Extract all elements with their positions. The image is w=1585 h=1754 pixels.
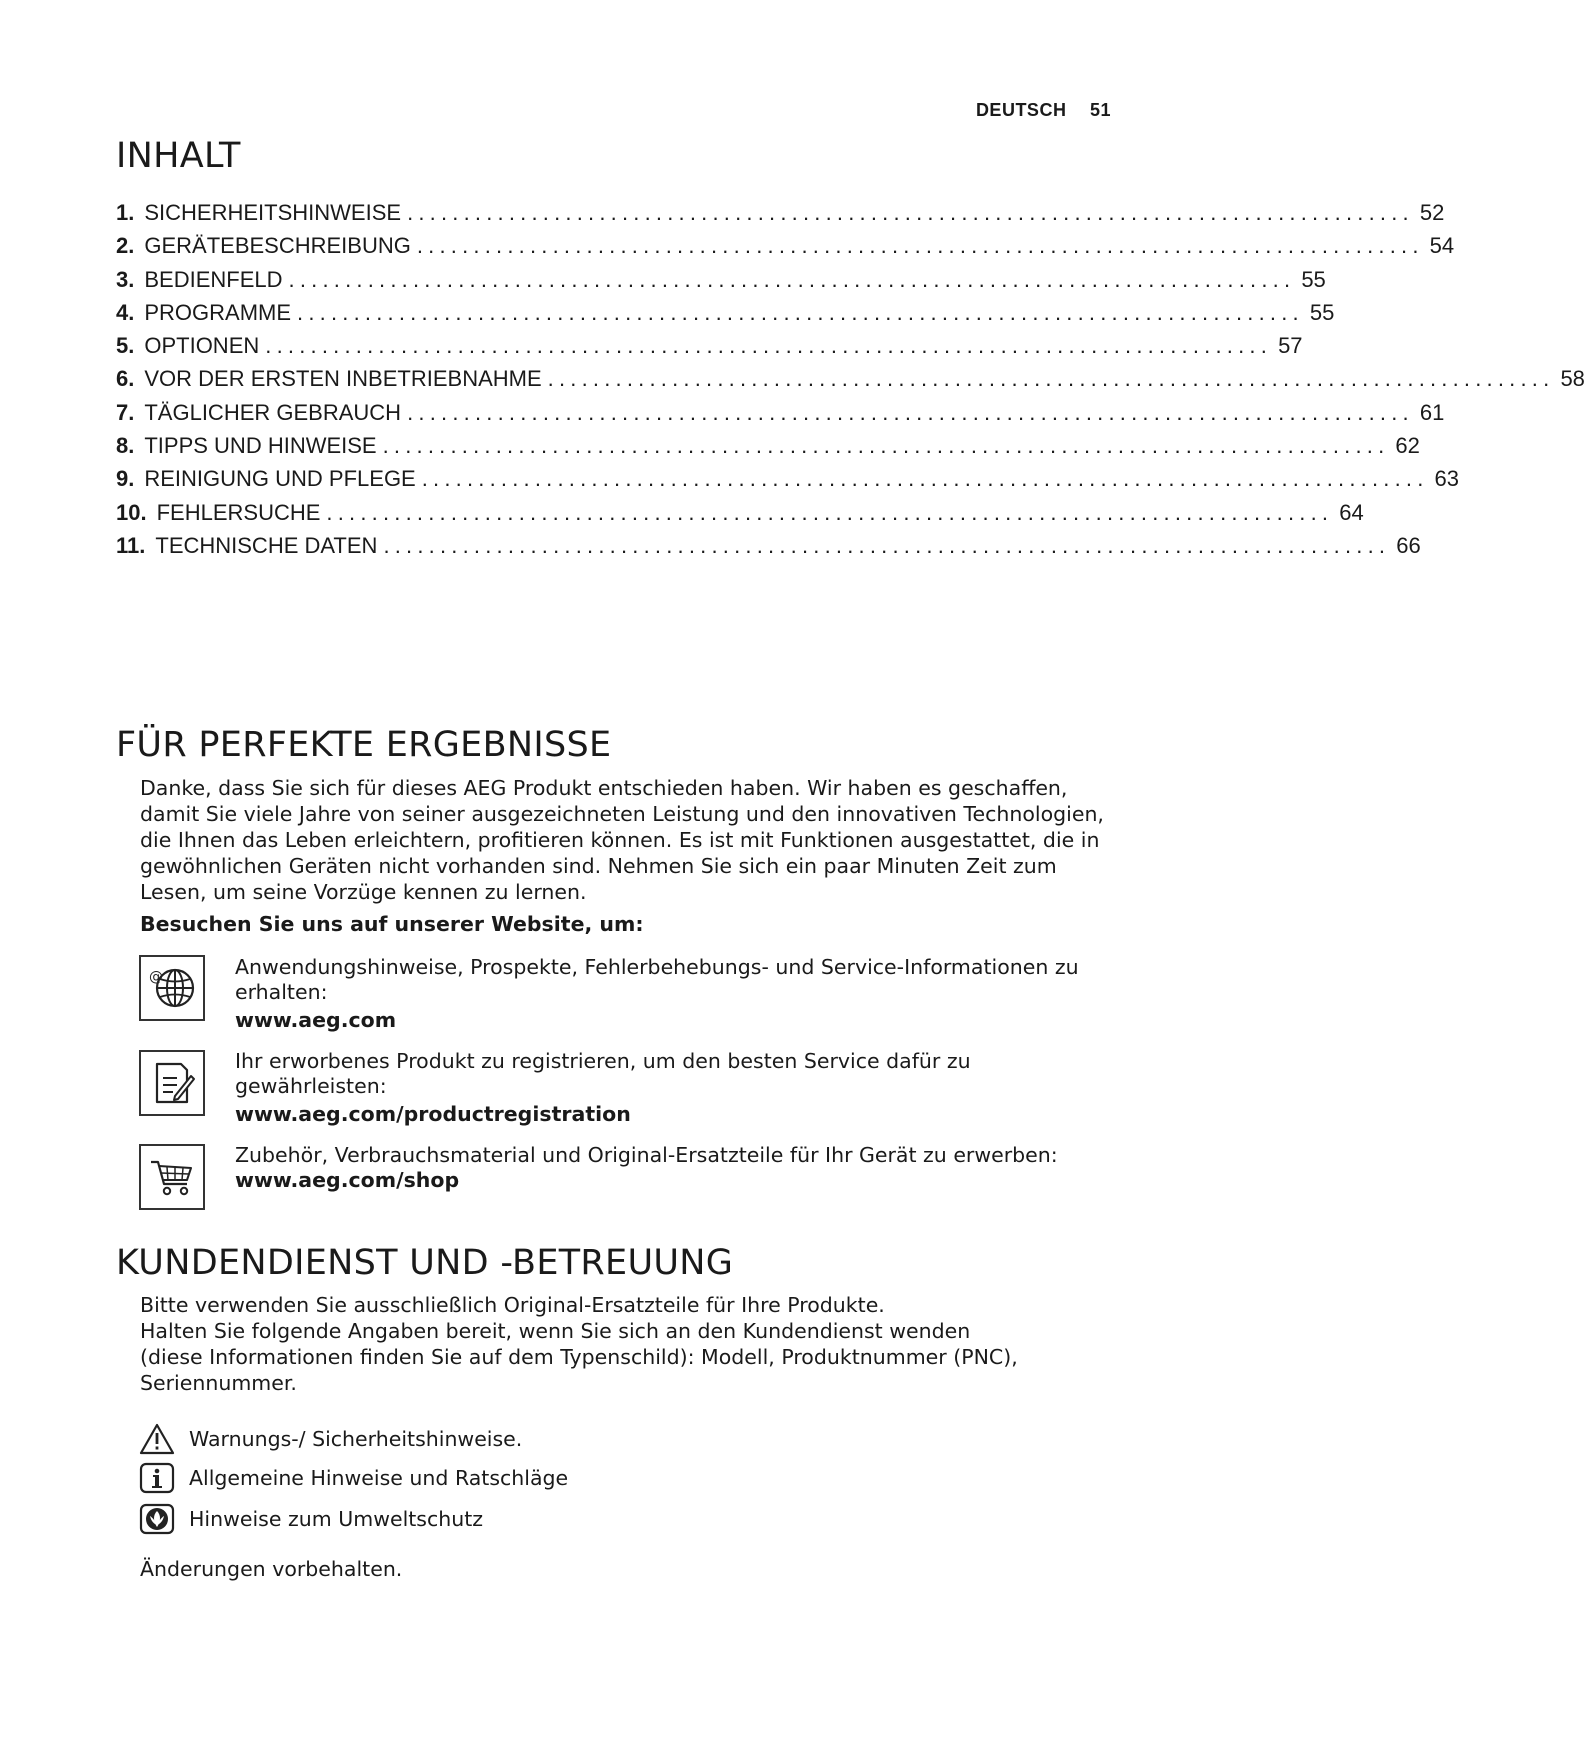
toc-page: 63 [1434, 466, 1460, 492]
toc-title: INHALT [116, 136, 241, 176]
link-block-registration [235, 1049, 1135, 1127]
warning-icon [139, 1423, 175, 1455]
intro-line: Lesen, um seine Vorzüge kennen zu lernen. [140, 880, 587, 904]
results-title: FÜR PERFEKTE ERGEBNISSE [116, 725, 612, 765]
toc-row[interactable] [116, 466, 1460, 499]
toc-page: 61 [1419, 399, 1445, 425]
service-line: Seriennummer. [140, 1371, 297, 1395]
toc-entry-title: OPTIONEN [144, 333, 260, 359]
toc-row[interactable] [116, 299, 1335, 333]
service-text [140, 1292, 1140, 1396]
toc-number: 10. [116, 499, 147, 525]
toc-page: 52 [1419, 200, 1445, 225]
link-description: Anwendungshinweise, Prospekte, Fehlerbehebungs- und Service-Informationen zu [235, 955, 1079, 979]
toc-entry-title: REINIGUNG UND PFLEGE [144, 466, 416, 492]
service-line: (diese Informationen finden Sie auf dem Typenschild): Modell, Produktnummer (PNC), [140, 1345, 1018, 1369]
toc-entry-title: SICHERHEITSHINWEISE [144, 200, 402, 225]
footer-note: Änderungen vorbehalten. [140, 1557, 403, 1581]
toc-page: 54 [1429, 233, 1455, 259]
toc-page: 58 [1560, 366, 1585, 392]
toc-entry-title: FEHLERSUCHE [156, 499, 321, 525]
header-language: DEUTSCH [975, 100, 1067, 120]
toc-leader-dots: ......................................................................................... [416, 233, 1424, 259]
link-url[interactable]: www.aeg.com [235, 1008, 397, 1032]
environment-icon [139, 1503, 175, 1535]
toc-row[interactable] [116, 433, 1420, 466]
toc-entry-title: PROGRAMME [144, 299, 292, 325]
toc-number: 7. [116, 399, 135, 425]
toc-leader-dots: ......................................................................................... [407, 399, 1414, 425]
toc-entry-title: TECHNISCHE DATEN [155, 532, 378, 558]
toc-leader-dots: ......................................................................................... [383, 532, 1391, 558]
link-block-info [235, 955, 1135, 1033]
toc-number: 1. [116, 200, 135, 225]
shopping-cart-icon [139, 1144, 205, 1210]
svg-text:@: @ [149, 969, 163, 985]
toc-page: 55 [1301, 266, 1326, 292]
globe-icon [139, 955, 205, 1021]
link-description: gewährleisten: [235, 1074, 387, 1098]
link-url[interactable]: www.aeg.com/productregistration [235, 1102, 631, 1126]
toc-page: 57 [1278, 333, 1303, 359]
toc-leader-dots: ......................................................................................... [382, 433, 1390, 459]
toc-number: 9. [116, 466, 135, 492]
toc-leader-dots: ......................................................................................... [407, 200, 1414, 225]
toc-page: 66 [1396, 532, 1421, 558]
toc-leader-dots: ......................................................................................... [297, 299, 1304, 325]
legend-label: Allgemeine Hinweise und Ratschläge [189, 1466, 569, 1490]
toc-number: 4. [116, 299, 135, 325]
toc-leader-dots: ......................................................................................... [288, 266, 1296, 292]
toc-row[interactable] [116, 366, 1585, 399]
toc-row[interactable] [116, 200, 1445, 233]
toc-number: 5. [116, 333, 135, 359]
toc-row[interactable] [116, 532, 1421, 566]
service-title: KUNDENDIENST UND -BETREUUNG [116, 1243, 734, 1283]
legend-environment [139, 1502, 483, 1536]
toc-row[interactable] [116, 266, 1326, 300]
legend-info [139, 1461, 568, 1495]
toc-page: 55 [1309, 299, 1335, 325]
toc-row[interactable] [116, 233, 1455, 266]
toc-entry-title: BEDIENFELD [144, 266, 283, 292]
intro-line: die Ihnen das Leben erleichtern, profitieren können. Es ist mit Funktionen ausgestattet, die in [140, 828, 1100, 852]
toc-leader-dots: ......................................................................................... [265, 333, 1273, 359]
toc-number: 6. [116, 366, 135, 392]
page-header [976, 100, 1111, 121]
register-icon [139, 1050, 205, 1116]
toc-entry-title: TIPPS UND HINWEISE [144, 433, 377, 459]
toc-page: 64 [1339, 499, 1364, 525]
toc-leader-dots: ......................................................................................... [421, 466, 1429, 492]
toc-row[interactable] [116, 333, 1303, 366]
results-intro [140, 775, 1140, 937]
table-of-contents [116, 200, 1585, 566]
link-block-shop [235, 1143, 1135, 1193]
toc-entry-title: GERÄTEBESCHREIBUNG [144, 233, 411, 259]
legend-warning [139, 1422, 522, 1456]
header-page-number: 51 [1089, 100, 1111, 120]
toc-leader-dots: ......................................................................................... [326, 499, 1334, 525]
visit-heading: Besuchen Sie uns auf unserer Website, um: [140, 912, 644, 936]
service-line: Halten Sie folgende Angaben bereit, wenn Sie sich an den Kundendienst wenden [140, 1319, 971, 1343]
info-icon [139, 1462, 175, 1494]
toc-number: 2. [116, 233, 135, 259]
toc-entry-title: VOR DER ERSTEN INBETRIEBNAHME [144, 366, 542, 392]
toc-leader-dots: ......................................................................................... [547, 366, 1555, 392]
service-line: Bitte verwenden Sie ausschließlich Original-Ersatzteile für Ihre Produkte. [140, 1293, 885, 1317]
legend-label: Warnungs-/ Sicherheitshinweise. [189, 1427, 523, 1451]
legend-label: Hinweise zum Umweltschutz [189, 1507, 484, 1531]
intro-line: gewöhnlichen Geräten nicht vorhanden sind. Nehmen Sie sich ein paar Minuten Zeit zum [140, 854, 1057, 878]
toc-entry-title: TÄGLICHER GEBRAUCH [144, 399, 402, 425]
toc-number: 3. [116, 266, 135, 292]
toc-page: 62 [1395, 433, 1420, 459]
link-description: erhalten: [235, 980, 328, 1004]
toc-number: 11. [116, 532, 146, 558]
intro-line: Danke, dass Sie sich für dieses AEG Produkt entschieden haben. Wir haben es geschaffen, [140, 776, 1068, 800]
link-description: Zubehör, Verbrauchsmaterial und Original-Ersatzteile für Ihr Gerät zu erwerben: [235, 1143, 1058, 1167]
intro-line: damit Sie viele Jahre von seiner ausgezeichneten Leistung und den innovativen Technologien, [140, 802, 1104, 826]
toc-row[interactable] [116, 399, 1445, 433]
toc-row[interactable] [116, 499, 1364, 533]
toc-number: 8. [116, 433, 135, 459]
link-url[interactable]: www.aeg.com/shop [235, 1168, 460, 1192]
link-description: Ihr erworbenes Produkt zu registrieren, um den besten Service dafür zu [235, 1049, 971, 1073]
